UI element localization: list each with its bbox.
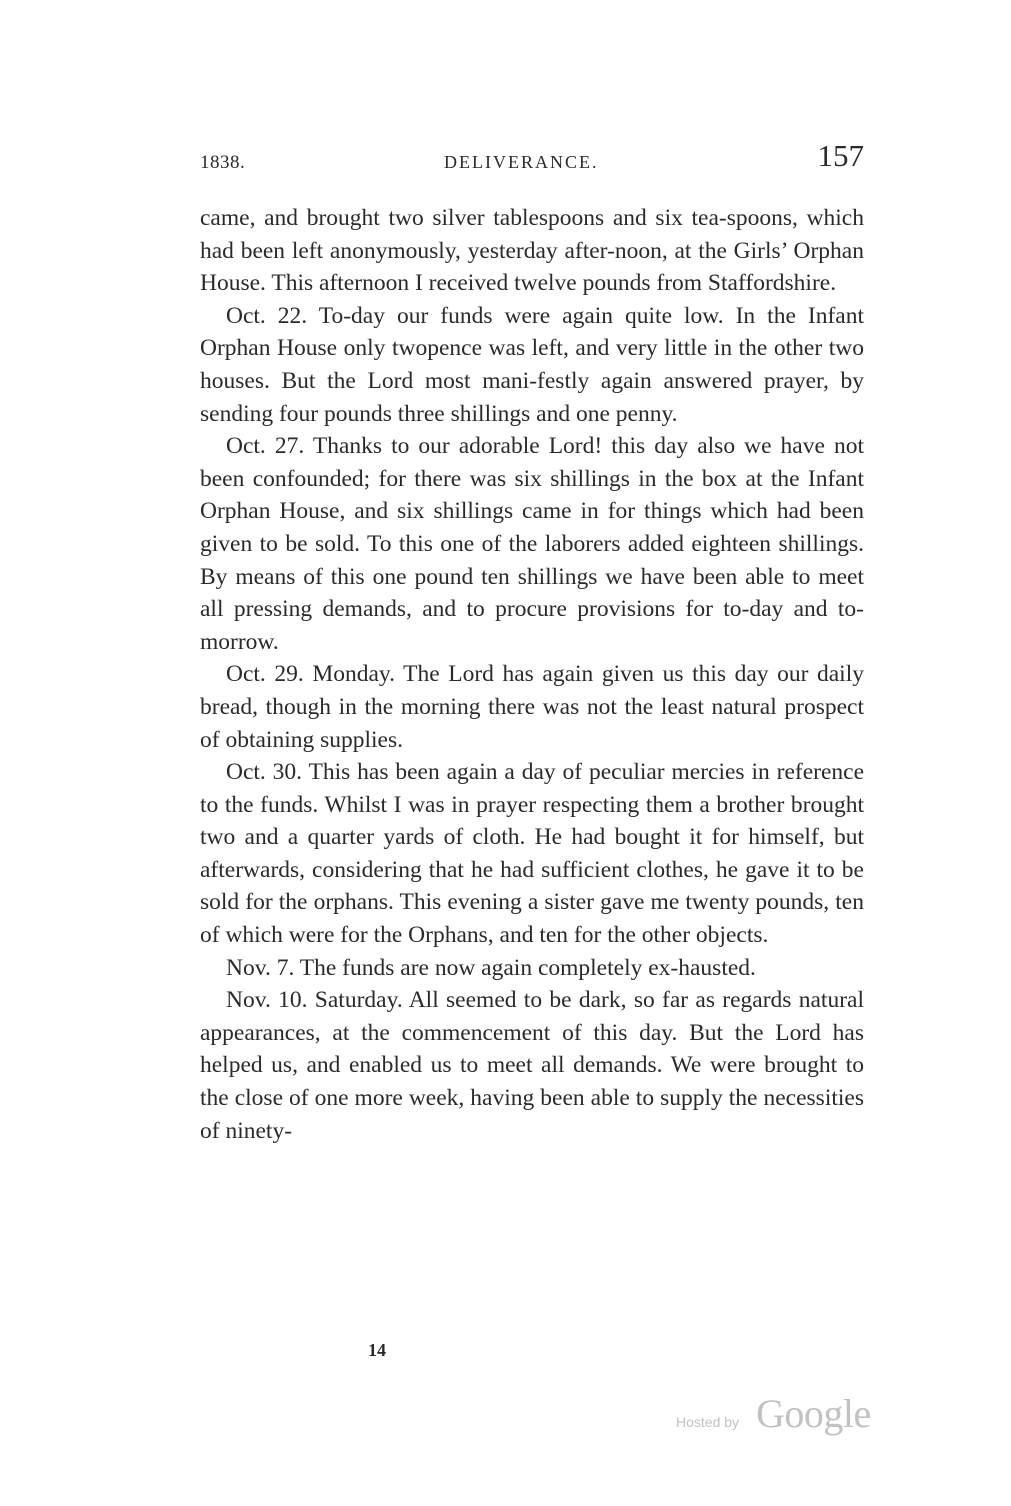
running-head xyxy=(200,138,864,182)
paragraph-oct-29: Oct. 29. Monday. The Lord has again given us this day our daily bread, though in the morning there was not the least natural prospect of obtaining supplies. xyxy=(200,661,864,753)
header-title: DELIVERANCE. xyxy=(444,152,599,172)
body-text xyxy=(200,202,864,1147)
google-logo: Google xyxy=(756,1391,871,1436)
paragraph-oct-22: Oct. 22. To-day our funds were again quite low. In the Infant Orphan House only twopence was left, and very little in the other two houses. But the Lord most mani-festly again answered prayer, by sending four pounds three shillings and one penny. xyxy=(200,302,864,427)
paragraph-continuation: came, and brought two silver tablespoons and six tea-spoons, which had been left anonymously, yesterday after-noon, at the Girls’ Orphan House. This afternoon I received twelve pounds from Staffordshire. xyxy=(200,205,864,297)
page-number: 157 xyxy=(817,138,864,173)
paragraph-nov-7: Nov. 7. The funds are now again completely ex-hausted. xyxy=(226,954,756,981)
paragraph-oct-30: Oct. 30. This has been again a day of peculiar mercies in reference to the funds. Whilst I was in prayer respecting them a brother brought two and a quarter yards of cloth. He had bought it for himself, but afterwards, considering that he had sufficient clothes, he gave it to be sold for the orphans. This evening a sister gave me twenty pounds, ten of which were for the Orphans, and ten for the other objects. xyxy=(200,759,864,949)
paragraph-oct-27: Oct. 27. Thanks to our adorable Lord! this day also we have not been confounded; for there was six shillings in the box at the Infant Orphan House, and six shillings came in for things which had been given to be sold. To this one of the laborers added eighteen shillings. By means of this one pound ten shillings we have been able to meet all pressing demands, and to procure provisions for to-day and to-morrow. xyxy=(200,433,864,655)
hosted-by-label: Hosted by xyxy=(676,1414,740,1430)
google-watermark xyxy=(676,1390,881,1440)
header-year: 1838. xyxy=(200,152,246,173)
signature-mark: 14 xyxy=(368,1340,386,1360)
paragraph-nov-10: Nov. 10. Saturday. All seemed to be dark, so far as regards natural appearances, at the commencement of this day. But the Lord has helped us, and enabled us to meet all demands. We were brought to the close of one more week, having been able to supply the necessities of ninety- xyxy=(200,987,864,1144)
